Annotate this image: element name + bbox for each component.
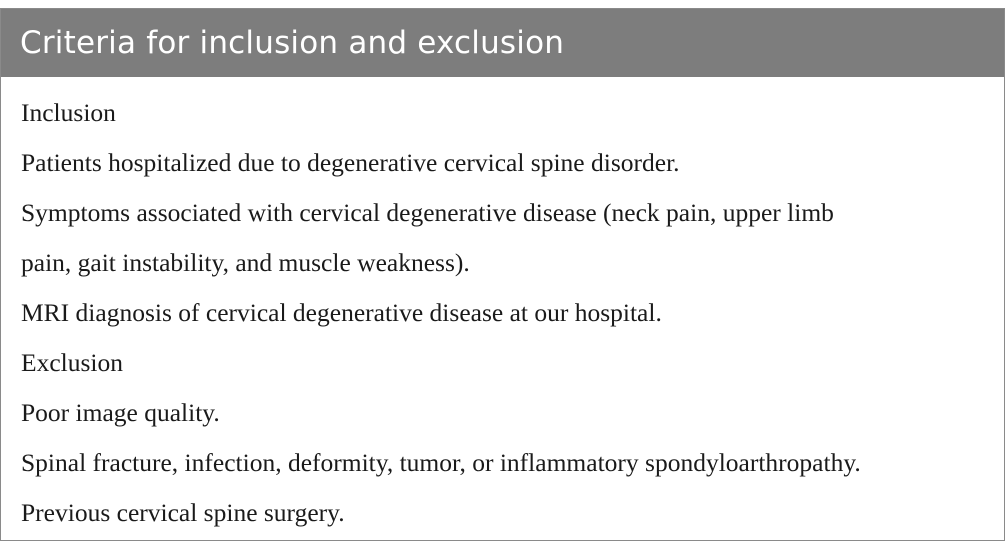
table-title: Criteria for inclusion and exclusion — [20, 25, 565, 61]
inclusion-criterion-3: MRI diagnosis of cervical degenerative disease at our hospital. — [21, 298, 662, 327]
inclusion-criterion-1: Patients hospitalized due to degenerative cervical spine disorder. — [21, 148, 680, 177]
table-body — [1, 77, 1004, 538]
exclusion-criterion-2: Spinal fracture, infection, deformity, tumor, or inflammatory spondyloarthropathy. — [21, 448, 861, 477]
inclusion-criterion-2-line-2: pain, gait instability, and muscle weakness). — [21, 248, 470, 277]
inclusion-criterion-2-line-1: Symptoms associated with cervical degenerative disease (neck pain, upper limb — [21, 198, 834, 227]
table-header — [1, 9, 1004, 77]
exclusion-criterion-3: Previous cervical spine surgery. — [21, 498, 345, 527]
criteria-table — [0, 8, 1005, 541]
exclusion-criterion-1: Poor image quality. — [21, 398, 220, 427]
section-heading-exclusion: Exclusion — [21, 348, 123, 377]
section-heading-inclusion: Inclusion — [21, 98, 116, 127]
